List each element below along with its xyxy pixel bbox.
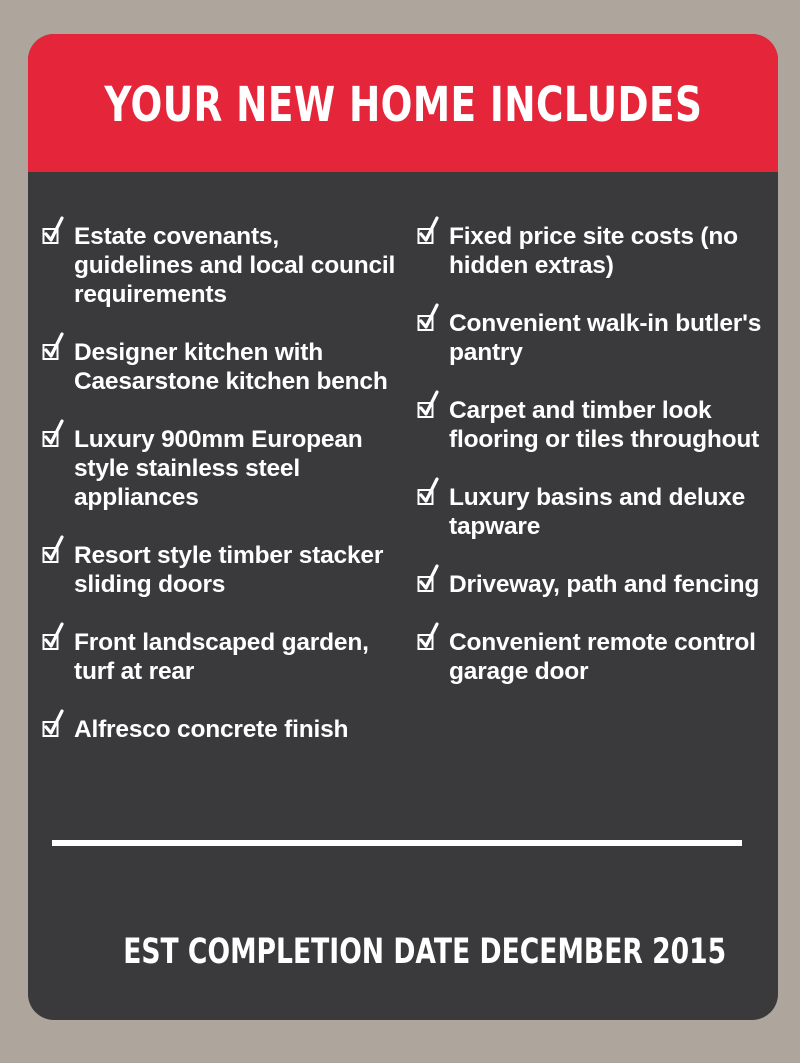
feature-item — [42, 628, 402, 686]
checkbox-tick-icon — [417, 477, 443, 507]
checkbox-tick-icon — [417, 564, 443, 594]
feature-item — [417, 570, 772, 599]
features-card — [28, 34, 778, 1020]
feature-item — [42, 222, 402, 309]
feature-text: Luxury 900mm European style stainless steel appliances — [74, 426, 363, 511]
checkbox-tick-icon — [42, 216, 68, 246]
checkbox-tick-icon — [42, 332, 68, 362]
checkbox-tick-icon — [42, 419, 68, 449]
checkbox-tick-icon — [417, 216, 443, 246]
feature-text: Front landscaped garden, turf at rear — [74, 629, 369, 685]
checkbox-tick-icon — [42, 709, 68, 739]
checkbox-tick-icon — [417, 303, 443, 333]
feature-text: Carpet and timber look flooring or tiles throughout — [449, 397, 760, 453]
features-list-right — [417, 222, 772, 715]
checkbox-tick-icon — [42, 535, 68, 565]
feature-text: Alfresco concrete finish — [74, 716, 349, 743]
feature-text: Designer kitchen with Caesarstone kitchen bench — [74, 339, 388, 395]
feature-text: Luxury basins and deluxe tapware — [449, 484, 746, 540]
feature-text: Fixed price site costs (no hidden extras) — [449, 223, 738, 279]
checkbox-tick-icon — [417, 622, 443, 652]
divider-line — [52, 840, 742, 846]
feature-item — [417, 396, 772, 454]
completion-date-text: EST COMPLETION DATE DECEMBER 2015 — [123, 932, 727, 972]
feature-text: Driveway, path and fencing — [449, 571, 760, 598]
checkbox-tick-icon — [42, 622, 68, 652]
header-banner — [28, 34, 778, 172]
feature-item — [417, 483, 772, 541]
feature-item — [42, 338, 402, 396]
feature-text: Convenient walk-in butler's pantry — [449, 310, 762, 366]
completion-date — [28, 932, 778, 972]
checkbox-tick-icon — [417, 390, 443, 420]
feature-item — [42, 541, 402, 599]
feature-item — [417, 222, 772, 280]
features-list-left — [42, 222, 402, 773]
feature-item — [42, 425, 402, 512]
banner-title: YOUR NEW HOME INCLUDES — [104, 77, 703, 133]
feature-text: Resort style timber stacker sliding doors — [74, 542, 384, 598]
feature-text: Estate covenants, guidelines and local council requirements — [74, 223, 396, 308]
feature-item — [42, 715, 402, 744]
feature-item — [417, 309, 772, 367]
feature-text: Convenient remote control garage door — [449, 629, 756, 685]
feature-item — [417, 628, 772, 686]
